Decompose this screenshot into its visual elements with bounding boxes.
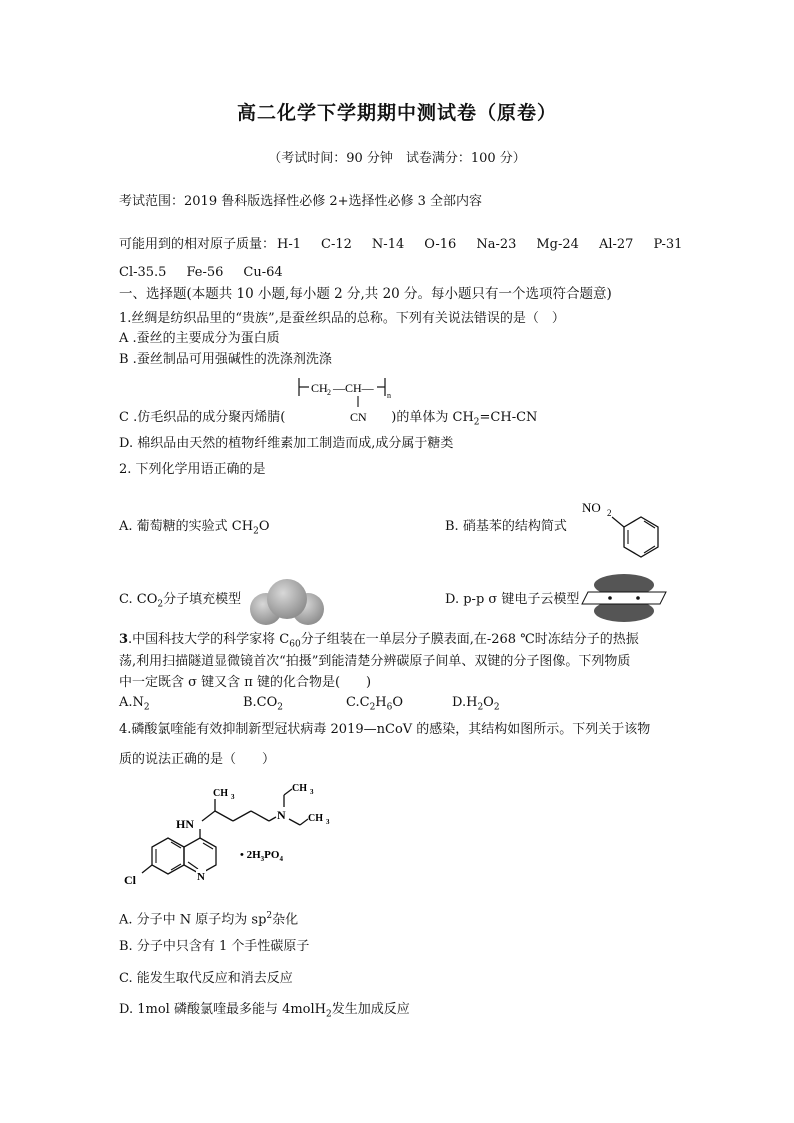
question-1-stem: 1.丝绸是纺织品里的“贵族”,是蚕丝织品的总称。下列有关说法错误的是（ ） [119, 311, 565, 326]
q4-option-b: B. 分子中只含有 1 个手性碳原子 [119, 939, 310, 954]
q1-option-b: B .蚕丝制品可用强碱性的洗涤剂洗涤 [119, 352, 332, 367]
q1-option-d: D. 棉织品由天然的植物纤维素加工制造而成,成分属于糖类 [119, 436, 454, 451]
polymer-ch: —CH— [333, 381, 374, 395]
question-3-line-3: 中一定既含 σ 键又含 π 键的化合物是( ) [119, 675, 372, 690]
q3-option-c: $C.C_2H_6O$ [346, 695, 404, 713]
question-4-line-1: 4.磷酸氯喹能有效抑制新型冠状病毒 2019—nCoV 的感染，其结构如图所示。下列关于该物 [119, 722, 651, 737]
atomic-mass-label: 可能用到的相对原子质量： [119, 237, 276, 252]
p-p-sigma-orbital-model [582, 572, 666, 624]
q1-option-c: C .仿毛织品的成分聚丙烯腈( )的单体为 $CH_2=CH-CN$ [119, 410, 538, 428]
phosphate-label: • $2H_3PO_4$ [240, 849, 283, 863]
q2-option-a: A. 葡萄糖的实验式 $CH_2O$ [119, 519, 270, 537]
question-3-line-2: 荡,利用扫描隧道显微镜首次“拍摄”到能清楚分辨碳原子间单、双键的分子图像。下列物质 [119, 654, 631, 669]
q4-option-d: D. 1mol 磷酸氯喹最多能与 4molH$_2$发生加成反应 [119, 1002, 410, 1020]
mass-item: C-12 [321, 237, 352, 252]
mass-item: Fe-56 [186, 265, 224, 280]
atomic-mass-line [119, 236, 682, 254]
q4-option-a: A. 分子中 N 原子均为 $sp^2$杂化 [119, 911, 299, 928]
methyl-label-1: CH [213, 788, 228, 799]
svg-text:3: 3 [231, 793, 235, 801]
page-title: 高二化学下学期期中测试卷（原卷） [236, 102, 557, 124]
polymer-cn: CN [350, 410, 367, 424]
mass-item: N-14 [371, 237, 405, 252]
mass-item: O-16 [424, 237, 457, 252]
methyl-label-2: CH [292, 783, 307, 794]
svg-text:3: 3 [310, 788, 314, 796]
question-2-stem: 2. 下列化学用语正确的是 [119, 462, 266, 477]
amine-n-label: N [277, 808, 286, 822]
polymer-ch2: CH [311, 381, 328, 395]
svg-text:3: 3 [326, 818, 330, 826]
ring-n-label: N [197, 871, 205, 883]
nitrobenzene-structure [578, 496, 668, 560]
mass-item: Cl-35.5 [119, 265, 167, 280]
mass-item: Na-23 [476, 237, 517, 252]
svg-text:2: 2 [327, 388, 331, 397]
exam-scope: 考试范围：2019 鲁科版选择性必修 2+选择性必修 3 全部内容 [119, 194, 483, 209]
q3-option-a: $A.N_2$ [119, 695, 150, 713]
section-heading: 一、选择题(本题共 10 小题,每小题 2 分,共 20 分。每小题只有一个选项符合题意) [119, 286, 612, 302]
q2-option-c: C. $CO_2$分子填充模型 [119, 592, 242, 610]
svg-text:2: 2 [607, 508, 612, 518]
mass-item: H-1 [277, 237, 302, 252]
hn-label: HN [176, 817, 194, 831]
atomic-mass-line-2 [119, 264, 303, 282]
q3-option-b: $B.CO_2$ [243, 695, 284, 713]
q3-option-d: $D.H_2O_2$ [452, 695, 500, 713]
mass-item: P-31 [653, 237, 683, 252]
q4-option-c: C. 能发生取代反应和消去反应 [119, 971, 293, 986]
mass-item: Mg-24 [536, 237, 579, 252]
q2-option-b: B. 硝基苯的结构简式 [445, 519, 567, 534]
question-3-line-1: 3.中国科技大学的科学家将 $C_{60}$分子组装在一单层分子膜表面,在-268 ℃时冻结分子的热振 [119, 632, 639, 650]
mass-item: Al-27 [598, 237, 634, 252]
nitro-group: NO [582, 500, 601, 515]
co2-space-filling-model [248, 577, 328, 627]
mass-item: Cu-64 [243, 265, 283, 280]
question-4-line-2: 质的说法正确的是（ ） [119, 752, 276, 767]
q1-option-a: A .蚕丝的主要成分为蛋白质 [119, 331, 280, 346]
polymer-n: n [387, 391, 391, 400]
chloroquine-phosphate-structure [120, 783, 350, 893]
q2-option-d: D. p-p σ 键电子云模型 [445, 592, 580, 607]
exam-info: （考试时间：90 分钟 试卷满分：100 分） [268, 151, 526, 166]
chlorine-label: Cl [124, 873, 136, 887]
methyl-label-3: CH [308, 813, 323, 824]
